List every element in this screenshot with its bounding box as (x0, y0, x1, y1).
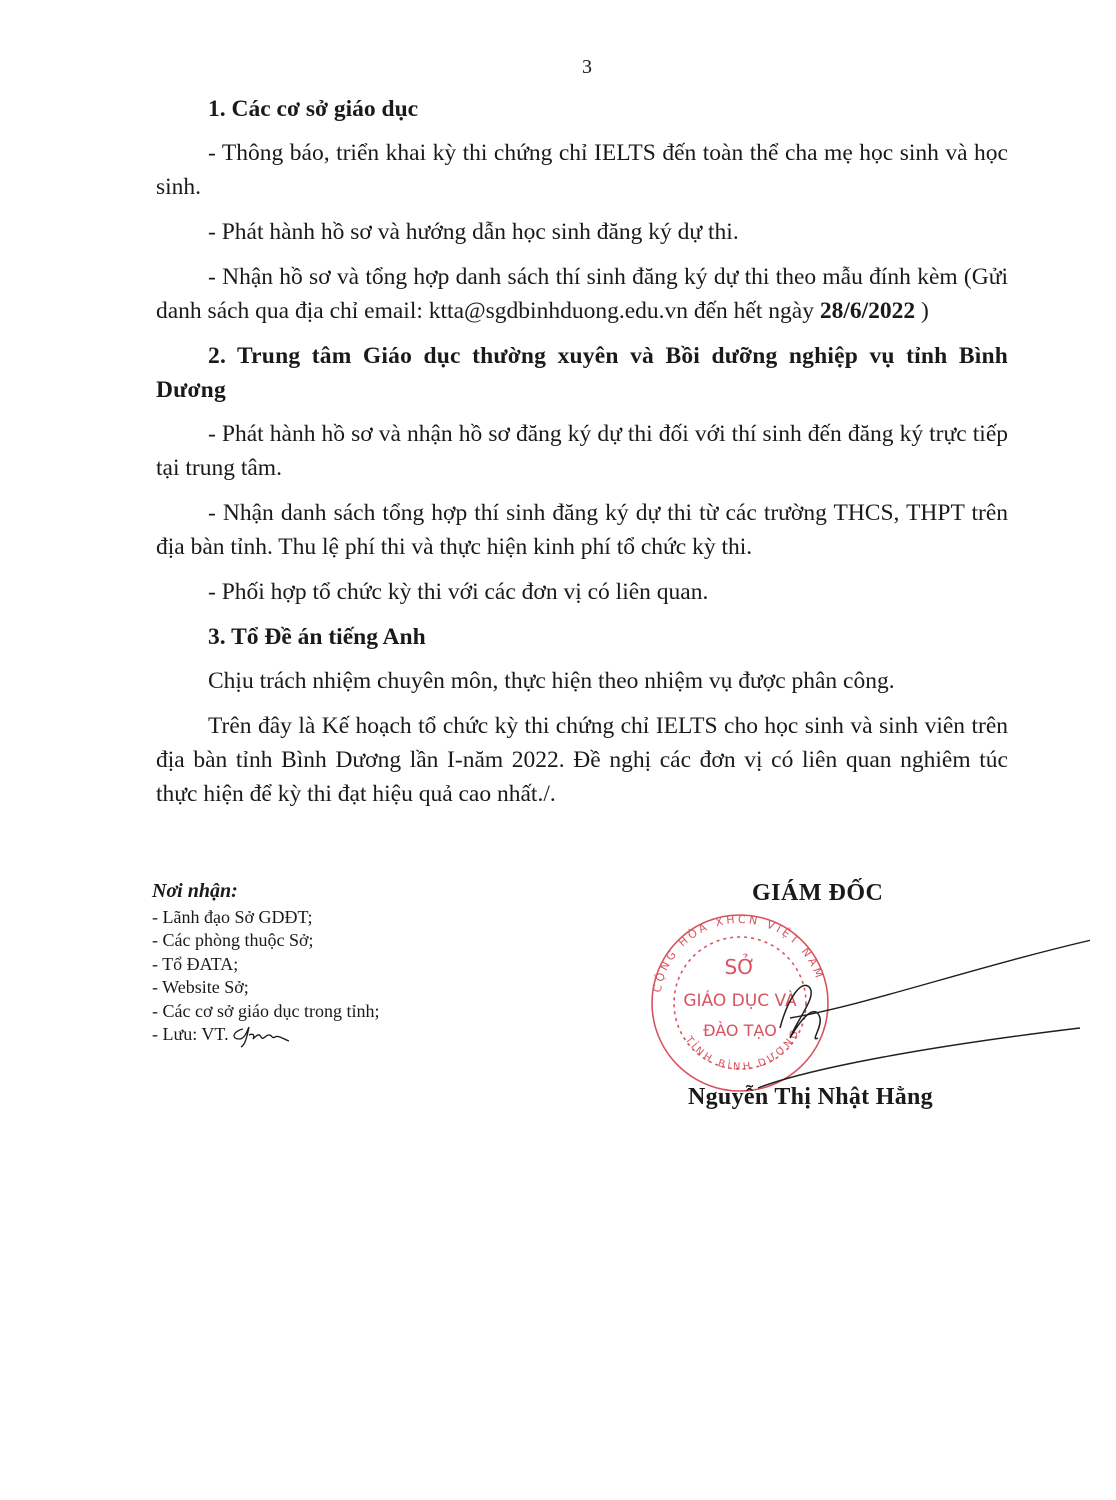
section-3-paragraph: Chịu trách nhiệm chuyên môn, thực hiện theo nhiệm vụ được phân công. (208, 668, 895, 694)
signature-block (640, 878, 1060, 1138)
section-1-paragraph: - Phát hành hồ sơ và hướng dẫn học sinh đăng ký dự thi. (208, 219, 739, 245)
stamp-ring-text: CỘNG HÒA XHCN VIỆT NAM (650, 912, 827, 994)
signer-name: Nguyễn Thị Nhật Hằng (688, 1084, 933, 1110)
stamp-bottom-text: TỈNH BÌNH DƯƠNG (682, 1026, 803, 1073)
document-body (156, 92, 1008, 822)
stamp-line-3: ĐÀO TẠO (703, 1021, 777, 1040)
recipient-item: - Các phòng thuộc Sở; (152, 930, 314, 950)
handwritten-initials-icon (229, 1023, 293, 1049)
section-2-paragraph: - Phối hợp tổ chức kỳ thi với các đơn vị có liên quan. (208, 579, 709, 605)
recipient-item-text: - Lưu: VT. (152, 1024, 229, 1045)
paragraph-text: ) (915, 298, 929, 324)
signer-title: GIÁM ĐỐC (752, 880, 884, 906)
paragraph-text: - Nhận hồ sơ và tổng hợp danh sách thí sinh đăng ký dự thi theo mẫu đính kèm (Gửi danh sách qua địa chỉ email: ktta@sgdbinhduong.edu.vn đến hết ngày (156, 264, 1008, 324)
stamp-line-1: SỞ (724, 955, 756, 979)
closing-paragraph: Trên đây là Kế hoạch tổ chức kỳ thi chứng chỉ IELTS cho học sinh và sinh viên trên địa bàn tỉnh Bình Dương lần I-năm 2022. Đề nghị các đơn vị có liên quan nghiêm túc thực hiện để kỳ thi đạt hiệu quả cao nhất./. (156, 713, 1008, 807)
section-3-heading: 3. Tổ Đề án tiếng Anh (208, 624, 426, 650)
section-1-paragraph-email (156, 260, 1008, 328)
recipient-item: - Website Sở; (152, 977, 249, 997)
recipient-item-archive (152, 1023, 572, 1049)
recipients-title: Nơi nhận: (152, 880, 238, 902)
recipient-item: - Các cơ sở giáo dục trong tỉnh; (152, 1000, 380, 1021)
recipient-item: - Tổ ĐATA; (152, 953, 239, 974)
handwritten-signature-icon (670, 918, 1090, 1108)
section-1-paragraph: - Thông báo, triển khai kỳ thi chứng chỉ IELTS đến toàn thể cha mẹ học sinh và học sinh. (156, 140, 1008, 200)
section-2-paragraph: - Phát hành hồ sơ và nhận hồ sơ đăng ký dự thi đối với thí sinh đến đăng ký trực tiếp tại trung tâm. (156, 421, 1008, 481)
section-1-heading: 1. Các cơ sở giáo dục (208, 96, 419, 122)
page-number: 3 (582, 56, 592, 78)
deadline-date: 28/6/2022 (819, 298, 916, 324)
section-2-heading: 2. Trung tâm Giáo dục thường xuyên và Bồi dưỡng nghiệp vụ tỉnh Bình Dương (156, 343, 1008, 403)
recipients-block (152, 880, 572, 1049)
section-2-paragraph: - Nhận danh sách tổng hợp thí sinh đăng ký dự thi từ các trường THCS, THPT trên địa bàn tỉnh. Thu lệ phí thi và thực hiện kinh phí tổ chức kỳ thi. (156, 500, 1008, 560)
recipient-item: - Lãnh đạo Sở GDĐT; (152, 906, 313, 927)
stamp-line-2: GIÁO DỤC VÀ (683, 991, 797, 1011)
